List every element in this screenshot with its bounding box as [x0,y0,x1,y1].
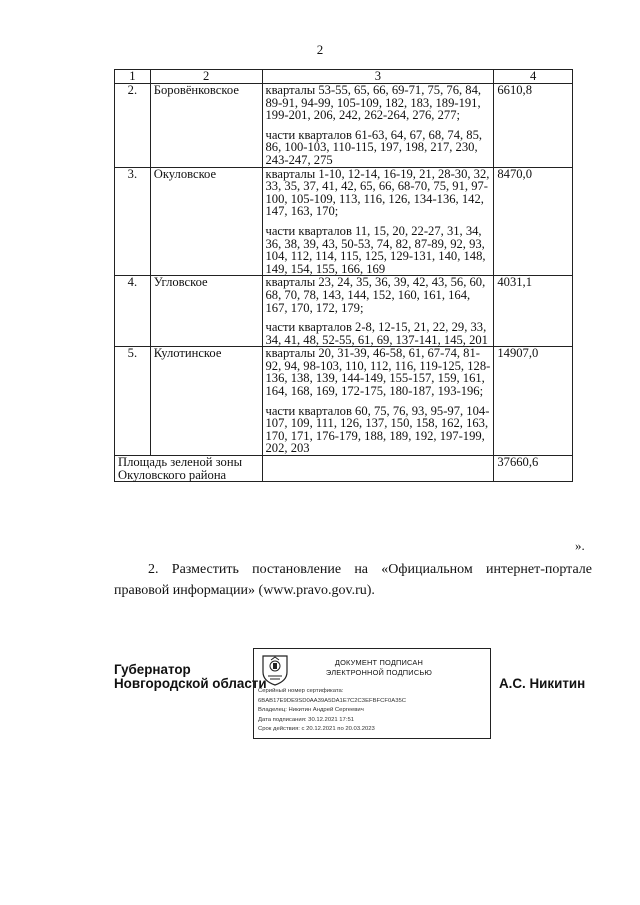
signing-date: Дата подписания: 30.12.2021 17:51 [258,716,355,723]
table-row [115,167,573,276]
quarters-cell [262,276,494,347]
total-empty-cell [262,456,494,482]
forestry-name: Кулотинское [150,347,262,456]
stamp-title [304,658,454,678]
validity-period: Срок действия: с 20.12.2021 по 20.03.2023 [258,726,375,732]
header-col-1: 1 [115,70,151,84]
e-signature-stamp [253,648,491,739]
serial-label: Серийный номер сертификата: [258,688,344,694]
closing-quote: ». [575,538,585,553]
full-quarters: кварталы 20, 31-39, 46-58, 61, 67-74, 81-92, 94, 98-103, 110, 112, 116, 119-125, 128-136, 138, 139, 144-149, 155-157, 159, 161, 164, 168, 169, 172-175, 180-187, 193-196; [265,346,491,399]
quarters-cell [262,84,494,168]
row-number: 4. [115,276,151,347]
total-label: Площадь зеленой зоны Окуловского района [115,456,263,482]
row-number: 2. [115,84,151,168]
header-col-4: 4 [494,70,573,84]
forestry-name: Боровёнковское [150,84,262,168]
signatory-position [114,663,267,691]
table-row [115,276,573,347]
table-row [115,84,573,168]
stamp-details [258,687,406,735]
table-header-row [115,70,573,84]
header-col-3: 3 [262,70,494,84]
forestry-name: Окуловское [150,167,262,276]
full-quarters: кварталы 53-55, 65, 66, 69-71, 75, 76, 84, 89-91, 94-99, 105-109, 182, 183, 189-191, 199-201, 206, 242, 262-264, 276, 277; [265,83,482,123]
signatory-name: А.С. Никитин [499,676,586,691]
row-number: 5. [115,347,151,456]
position-line-2: Новгородской области [114,676,267,691]
total-value: 37660,6 [494,456,573,482]
quarters-cell [262,347,494,456]
page-number: 2 [316,42,324,57]
quarters-cell [262,167,494,276]
stamp-title-line-2: ЭЛЕКТРОННОЙ ПОДПИСЬЮ [325,668,433,677]
area-value: 6610,8 [494,84,573,168]
forest-quarters-table [114,69,573,482]
table-row [115,347,573,456]
full-quarters: кварталы 23, 24, 35, 36, 39, 42, 43, 56, 60, 68, 70, 78, 143, 144, 152, 160, 161, 164, 167, 170, 172, 179; [265,275,486,315]
partial-quarters: части кварталов 60, 75, 76, 93, 95-97, 104-107, 109, 111, 126, 137, 150, 158, 162, 163, 170, 171, 176-179, 188, 189, 192, 197-199, 202, 203 [265,403,490,456]
coat-of-arms-icon [261,654,289,686]
partial-quarters: части кварталов 11, 15, 20, 22-27, 31, 34, 36, 38, 39, 43, 50-53, 74, 82, 87-89, 92, 93, 104, 112, 114, 115, 125, 129-131, 140, 148, 149, 154, 155, 166, 169 [265,223,486,276]
stamp-title-line-1: ДОКУМЕНТ ПОДПИСАН [334,658,424,667]
serial-number: 6BAB17E9DE9SD0AA39A5DA1E7C2C3EFBFCF0A35C [258,697,406,704]
paragraph-2: 2. Разместить постановление на «Официальном интернет-портале правовой информации» (www.pravo.gov.ru). [114,562,592,598]
area-value: 4031,1 [494,276,573,347]
header-col-2: 2 [150,70,262,84]
certificate-owner: Владелец: Никитин Андрей Сергеевич [258,707,364,713]
area-value: 14907,0 [494,347,573,456]
full-quarters: кварталы 1-10, 12-14, 16-19, 21, 28-30, 32, 33, 35, 37, 41, 42, 65, 66, 68-70, 75, 91, 97-100, 105-109, 113, 116, 126, 134-136, 142, 147, 163, 170; [265,166,490,219]
partial-quarters: части кварталов 61-63, 64, 67, 68, 74, 85, 86, 100-103, 110-115, 197, 198, 217, 230, 243-247, 275 [265,127,483,167]
total-row [115,456,573,482]
forestry-name: Угловское [150,276,262,347]
partial-quarters: части кварталов 2-8, 12-15, 21, 22, 29, 33, 34, 41, 48, 52-55, 61, 69, 137-141, 145, 201 [265,320,488,347]
position-line-1: Губернатор [114,662,191,677]
area-value: 8470,0 [494,167,573,276]
row-number: 3. [115,167,151,276]
